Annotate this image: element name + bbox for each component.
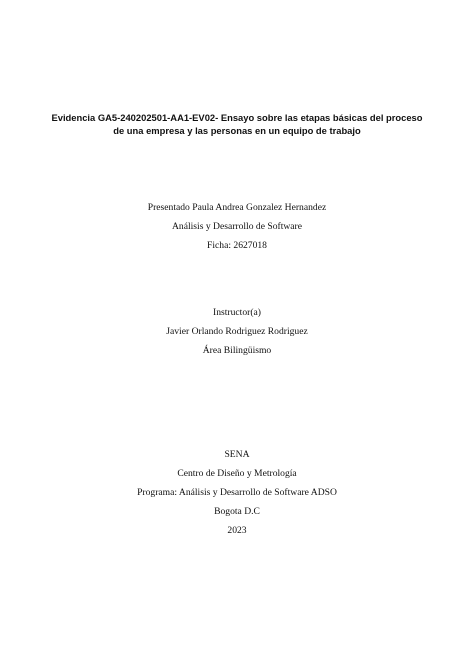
title-line-1: Evidencia GA5-240202501-AA1-EV02- Ensayo sobre las etapas básicas del proceso <box>51 112 423 123</box>
institution-city: Bogota D.C <box>214 506 260 517</box>
institution-year: 2023 <box>227 525 247 536</box>
instructor-name: Javier Orlando Rodriguez Rodriguez <box>166 326 308 337</box>
presenter-name: Presentado Paula Andrea Gonzalez Hernandez <box>147 202 327 213</box>
instructor-label: Instructor(a) <box>213 307 261 318</box>
document-title <box>40 111 434 137</box>
instructor-area: Área Bilingüismo <box>202 345 272 356</box>
title-line-2: de una empresa y las personas en un equipo de trabajo <box>113 125 361 136</box>
institution-program: Programa: Análisis y Desarrollo de Software ADSO <box>137 487 337 498</box>
presenter-program: Análisis y Desarrollo de Software <box>171 221 303 232</box>
institution-name: SENA <box>224 449 250 460</box>
institution-center: Centro de Diseño y Metrología <box>177 468 297 479</box>
presenter-ficha: Ficha: 2627018 <box>207 240 267 251</box>
